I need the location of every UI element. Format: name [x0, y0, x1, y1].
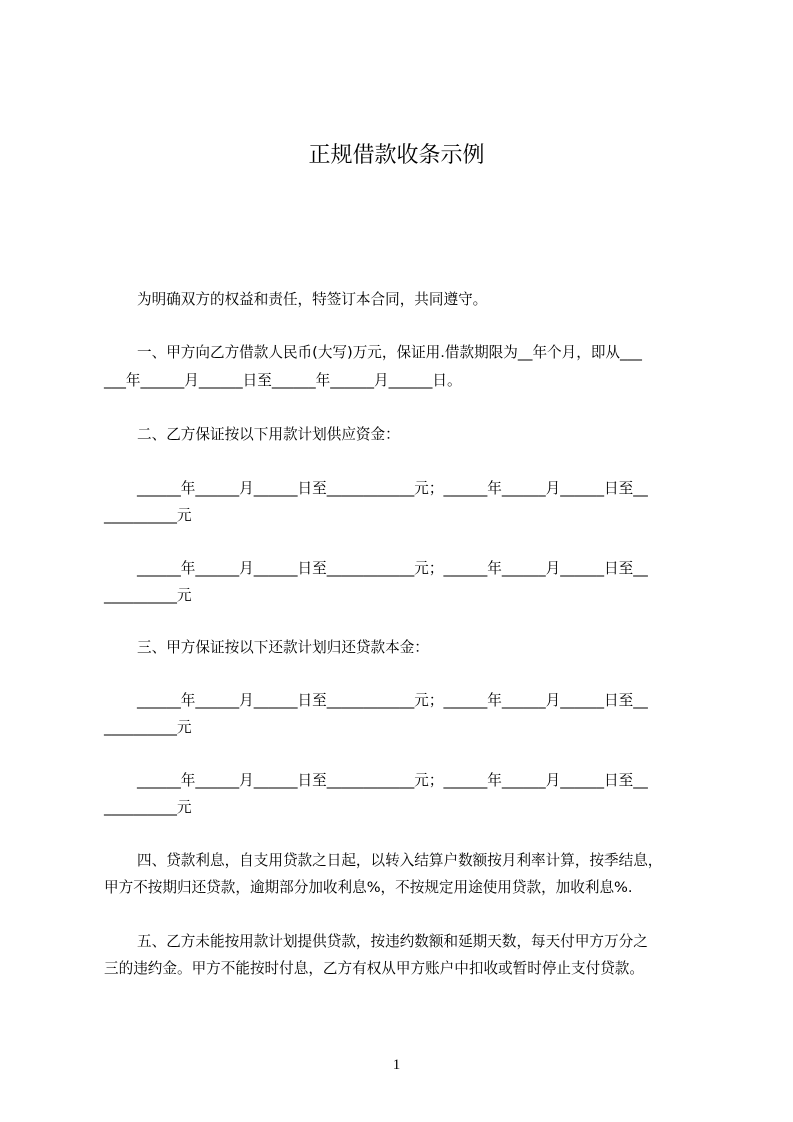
- clause-3-schedule-2-line-2: __________元: [104, 799, 192, 816]
- clause-5-line-2: 三的违约金。甲方不能按时付息，乙方有权从甲方账户中扣收或暂时停止支付贷款。: [104, 960, 644, 977]
- clause-3-schedule-1-line-2: __________元: [104, 719, 192, 736]
- page-number: 1: [392, 1057, 401, 1073]
- clause-3-heading: 三、甲方保证按以下还款计划归还贷款本金：: [137, 639, 429, 656]
- clause-3-schedule-2-line-1: ______年______月______日至____________元；______年______月______日至__: [137, 772, 648, 789]
- clause-4-line-1: 四、贷款利息，自支用贷款之日起，以转入结算户数额按月利率计算，按季结息，: [137, 852, 663, 869]
- clause-2-schedule-1-line-1: ______年______月______日至____________元；______年______月______日至__: [137, 480, 648, 497]
- clause-2-schedule-2-line-2: __________元: [104, 587, 192, 604]
- clause-5-line-1: 五、乙方未能按用款计划提供贷款，按违约数额和延期天数，每天付甲方万分之: [137, 933, 648, 950]
- document-title: 正规借款收条示例: [308, 143, 485, 168]
- clause-2-heading: 二、乙方保证按以下用款计划供应资金：: [137, 426, 400, 443]
- clause-1-line-1: 一、甲方向乙方借款人民币(大写)万元，保证用.借款期限为__年个月，即从___: [137, 344, 642, 361]
- clause-2-schedule-2-line-1: ______年______月______日至____________元；______年______月______日至__: [137, 560, 648, 577]
- clause-1-line-2: ___年______月______日至______年______月______日。: [104, 372, 462, 389]
- clause-3-schedule-1-line-1: ______年______月______日至____________元；______年______月______日至__: [137, 692, 648, 709]
- intro-line: 为明确双方的权益和责任，特签订本合同，共同遵守。: [137, 291, 488, 308]
- clause-4-line-2: 甲方不按期归还贷款，逾期部分加收利息%，不按规定用途使用贷款，加收利息%.: [104, 879, 633, 896]
- clause-2-schedule-1-line-2: __________元: [104, 507, 192, 524]
